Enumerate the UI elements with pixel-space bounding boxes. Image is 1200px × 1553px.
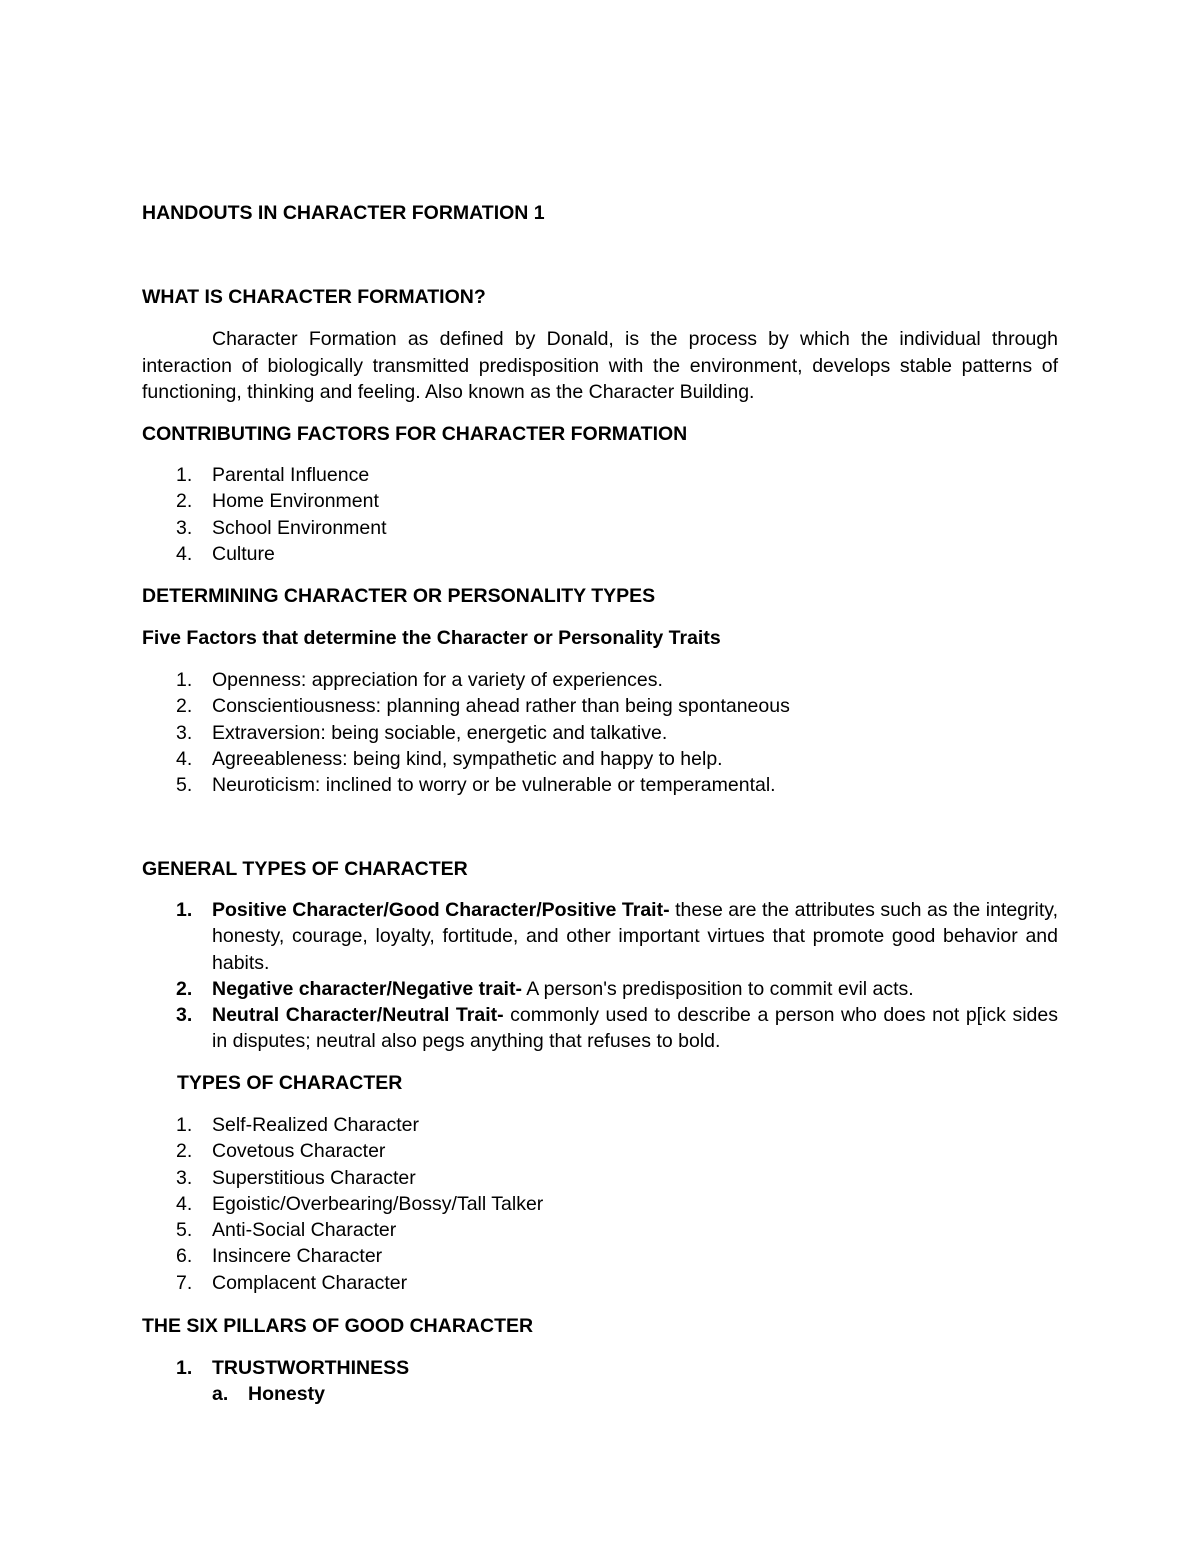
what-is-heading: WHAT IS CHARACTER FORMATION?: [142, 286, 486, 308]
types-list: [142, 1112, 1058, 1296]
list-item: 4. Agreeableness: being kind, sympathetic and happy to help.: [176, 747, 723, 770]
pillars-heading: THE SIX PILLARS OF GOOD CHARACTER: [142, 1315, 534, 1337]
five-factors-subheading: Five Factors that determine the Character or Personality Traits: [142, 627, 721, 649]
definition-text: Character Formation as defined by Donald, is the process by which the individual through interaction of biologically transmitted predisposition with the environment, develops stable patterns of functioning, thinking and feeling. Also known as the Character Building.: [142, 328, 1058, 403]
general-types-heading: GENERAL TYPES OF CHARACTER: [142, 858, 468, 880]
list-item: 5. Anti-Social Character: [176, 1219, 397, 1242]
five-factors-list: [142, 667, 1058, 798]
list-item: 4. Egoistic/Overbearing/Bossy/Tall Talker: [176, 1192, 544, 1215]
list-item: 1. Self-Realized Character: [176, 1114, 420, 1136]
list-item: 4. Culture: [176, 542, 275, 565]
list-item: 1. Positive Character/Good Character/Positive Trait- these are the attributes such as the integrity, honesty, courage, loyalty, fortitude, and other important virtues that promote good behavior and habits.: [176, 899, 1058, 974]
definition-paragraph: [142, 326, 1058, 406]
general-types-list: [142, 897, 1058, 1055]
list-item: 1. Openness: appreciation for a variety of experiences.: [176, 669, 663, 691]
list-item: 2. Home Environment: [176, 490, 379, 513]
list-item: a. Honesty: [212, 1383, 325, 1406]
contributing-list: [142, 462, 1058, 567]
list-item: 1. Parental Influence: [176, 464, 370, 486]
types-heading: TYPES OF CHARACTER: [177, 1072, 403, 1094]
list-item: 3. Superstitious Character: [176, 1166, 416, 1189]
list-item: 3. Extraversion: being sociable, energetic and talkative.: [176, 721, 668, 744]
list-item: 3. School Environment: [176, 516, 387, 539]
list-item: 7. Complacent Character: [176, 1271, 408, 1294]
determining-heading: DETERMINING CHARACTER OR PERSONALITY TYPES: [142, 585, 656, 607]
list-item: 5. Neuroticism: inclined to worry or be vulnerable or temperamental.: [176, 774, 776, 797]
list-item: 2. Conscientiousness: planning ahead rather than being spontaneous: [176, 695, 790, 718]
document-title: HANDOUTS IN CHARACTER FORMATION 1: [142, 202, 545, 224]
pillars-list: [142, 1355, 1058, 1408]
list-item: 6. Insincere Character: [176, 1245, 383, 1268]
contributing-heading: CONTRIBUTING FACTORS FOR CHARACTER FORMATION: [142, 423, 688, 445]
list-item: 2. Negative character/Negative trait- A person's predisposition to commit evil acts.: [176, 977, 914, 1000]
list-item: 2. Covetous Character: [176, 1140, 386, 1163]
list-item: 3. Neutral Character/Neutral Trait- commonly used to describe a person who does not p[ick sides in disputes; neutral also pegs anything that refuses to bold.: [176, 1004, 1058, 1053]
list-item: 1. TRUSTWORTHINESS: [176, 1357, 410, 1379]
